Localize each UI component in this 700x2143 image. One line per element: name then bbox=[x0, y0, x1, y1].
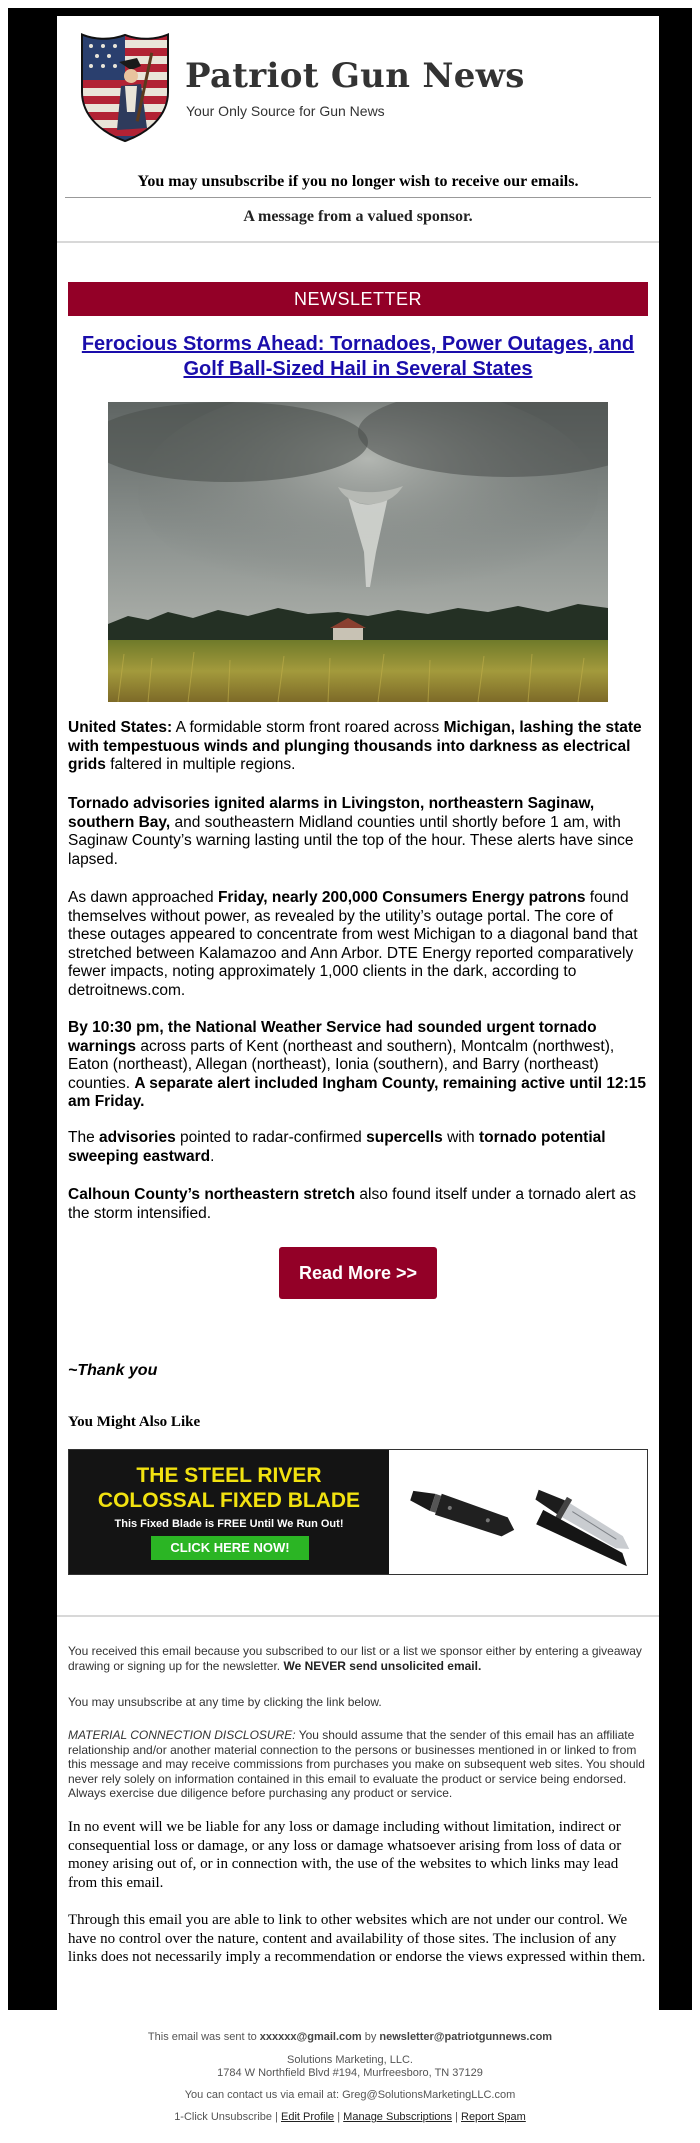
article-paragraph bbox=[68, 1186, 648, 1223]
text: . bbox=[210, 1147, 215, 1165]
report-spam-link[interactable]: Report Spam bbox=[461, 2111, 526, 2123]
recipient-email: xxxxxx@gmail.com bbox=[259, 2031, 362, 2043]
company-name: Solutions Marketing, LLC. bbox=[287, 2054, 413, 2066]
text: As dawn approached bbox=[68, 889, 218, 906]
brand-tagline: Your Only Source for Gun News bbox=[186, 103, 385, 119]
separator: | bbox=[334, 2111, 344, 2123]
article-paragraph bbox=[68, 719, 648, 775]
bold-text: United States: bbox=[68, 719, 173, 736]
liability-disclaimer: In no event will we be liable for any loss or damage including without limitation, indirect or consequential loss or damage, or any loss or damage whatsoever arising from loss of data or money arising out of, or in connection with, the use of the websites to which links may lead from this email. bbox=[68, 1819, 622, 1891]
article-paragraph bbox=[68, 1129, 648, 1166]
sponsor-notice: A message from a valued sponsor. bbox=[243, 208, 473, 225]
ad-title-line1: THE STEEL RIVER bbox=[136, 1464, 322, 1487]
text: by bbox=[361, 2031, 380, 2043]
brand-title: Patriot Gun News bbox=[185, 56, 525, 96]
subscription-reason bbox=[68, 1644, 648, 1673]
ad-cta-button[interactable]: CLICK HERE NOW! bbox=[151, 1536, 309, 1560]
separator: | bbox=[452, 2111, 461, 2123]
bold-text: advisories bbox=[99, 1129, 176, 1146]
bold-text: By 10:30 pm, the National Weather Service had sounded urgent tornado warnings bbox=[68, 1019, 597, 1055]
text: with bbox=[442, 1129, 479, 1146]
newsletter-banner: NEWSLETTER bbox=[68, 282, 648, 316]
contact-line: You can contact us via email at: Greg@SolutionsMarketingLLC.com bbox=[184, 2089, 516, 2101]
footer-links bbox=[0, 2111, 700, 2124]
divider bbox=[65, 197, 651, 198]
sender-email: newsletter@patriotgunnews.com bbox=[379, 2031, 553, 2043]
article-headline-link[interactable]: Ferocious Storms Ahead: Tornadoes, Power Outages, and Golf Ball-Sized Hail in Several States bbox=[81, 333, 635, 380]
bold-text: Tornado advisories ignited alarms in Livingston, northeastern Saginaw, southern Bay, bbox=[68, 795, 595, 831]
article-paragraph bbox=[68, 889, 648, 1000]
text: also found itself under a tornado alert as the storm intensified. bbox=[68, 1186, 636, 1222]
divider bbox=[57, 1615, 659, 1617]
divider bbox=[57, 241, 659, 243]
bold-text: A separate alert included Ingham County, remaining active until 12:15 am Friday. bbox=[68, 1074, 646, 1110]
fixed-blade-ad-banner[interactable] bbox=[68, 1449, 648, 1575]
thank-you-signoff: ~Thank you bbox=[68, 1362, 158, 1379]
text: found themselves without power, as revealed by the utility’s outage portal. The core of these outages appeared to concentrate from west Michigan to a diagonal band that stretched between Kalamazoo and Ann Arbor. DTE Energy reported comparatively fewer impacts, noting approximately 1,000 clients in the dark, according to detroitnews.com. bbox=[68, 889, 638, 999]
read-more-button[interactable]: Read More >> bbox=[279, 1247, 437, 1299]
text: and southeastern Midland counties until shortly before 1 am, with Saginaw County’s warning lasting until the top of the hour. These alerts have since lapsed. bbox=[68, 813, 634, 868]
company-address: 1784 W Northfield Blvd #194, Murfreesboro, TN 37129 bbox=[217, 2067, 483, 2079]
manage-subscriptions-link[interactable]: Manage Subscriptions bbox=[343, 2111, 453, 2123]
email-frame bbox=[8, 8, 692, 2010]
article-paragraph bbox=[68, 795, 648, 869]
tornado-photo[interactable] bbox=[108, 402, 608, 702]
text: across parts of Kent (northeast and southern), Montcalm (northwest), Eaton (northeast), Allegan (northeast), Ionia (southern), and Barry (northeast) counties. bbox=[68, 1037, 615, 1092]
knife-icon bbox=[389, 1450, 647, 1574]
ad-text-panel bbox=[69, 1450, 389, 1574]
text: The bbox=[68, 1129, 100, 1146]
unsubscribe-notice: You may unsubscribe if you no longer wish to receive our emails. bbox=[137, 173, 579, 190]
sent-to-line bbox=[0, 2031, 700, 2044]
text: This email was sent to bbox=[147, 2031, 260, 2043]
edit-profile-link[interactable]: Edit Profile bbox=[280, 2111, 335, 2123]
text: You received this email because you subscribed to our list or a list we sponsor either by entering a giveaway drawing or signing up for the newsletter. bbox=[68, 1644, 642, 1673]
ad-title-line2: COLOSSAL FIXED BLADE bbox=[97, 1489, 361, 1512]
bold-text: Michigan, lashing the state with tempestuous winds and plunging thousands into darkness as electrical grids bbox=[68, 719, 642, 773]
bold-text: tornado potential sweeping eastward bbox=[68, 1129, 606, 1165]
text: A formidable storm front roared across bbox=[172, 719, 444, 736]
email-card bbox=[57, 16, 659, 2018]
disclosure-label: MATERIAL CONNECTION DISCLOSURE: bbox=[68, 1728, 296, 1742]
one-click-unsubscribe-link[interactable]: 1-Click Unsubscribe bbox=[174, 2111, 272, 2123]
text: faltered in multiple regions. bbox=[105, 756, 296, 773]
bold-text: Friday, nearly 200,000 Consumers Energy patrons bbox=[217, 889, 586, 906]
you-might-also-like-heading: You Might Also Like bbox=[68, 1414, 201, 1430]
text: You should assume that the sender of this email has an affiliate relationship and/or another material connection to the persons or businesses mentioned in or linked to from this message and may receive commissions from purchases you make on subsequent web sites. You should never rely solely on information contained in this email to evaluate the product or service being endorsed. Always exercise due diligence before purchasing any product or service. bbox=[68, 1728, 645, 1800]
external-links-disclaimer: Through this email you are able to link to other websites which are not under our control. We have no control over the nature, content and availability of those sites. The inclusion of any links does not necessarily imply a recommendation or endorse the views expressed within them. bbox=[68, 1912, 646, 1965]
patriot-shield-logo bbox=[79, 32, 171, 144]
bold-text: We NEVER send unsolicited email. bbox=[283, 1658, 482, 1673]
bold-text: supercells bbox=[366, 1129, 443, 1146]
bold-text: Calhoun County’s northeastern stretch bbox=[68, 1186, 356, 1203]
ad-subtitle: This Fixed Blade is FREE Until We Run Out! bbox=[114, 1518, 344, 1530]
unsubscribe-info: You may unsubscribe at any time by clicking the link below. bbox=[68, 1695, 382, 1709]
text: pointed to radar-confirmed bbox=[175, 1129, 367, 1146]
separator: | bbox=[272, 2111, 281, 2123]
material-disclosure bbox=[68, 1728, 648, 1801]
article-paragraph bbox=[68, 1019, 648, 1112]
